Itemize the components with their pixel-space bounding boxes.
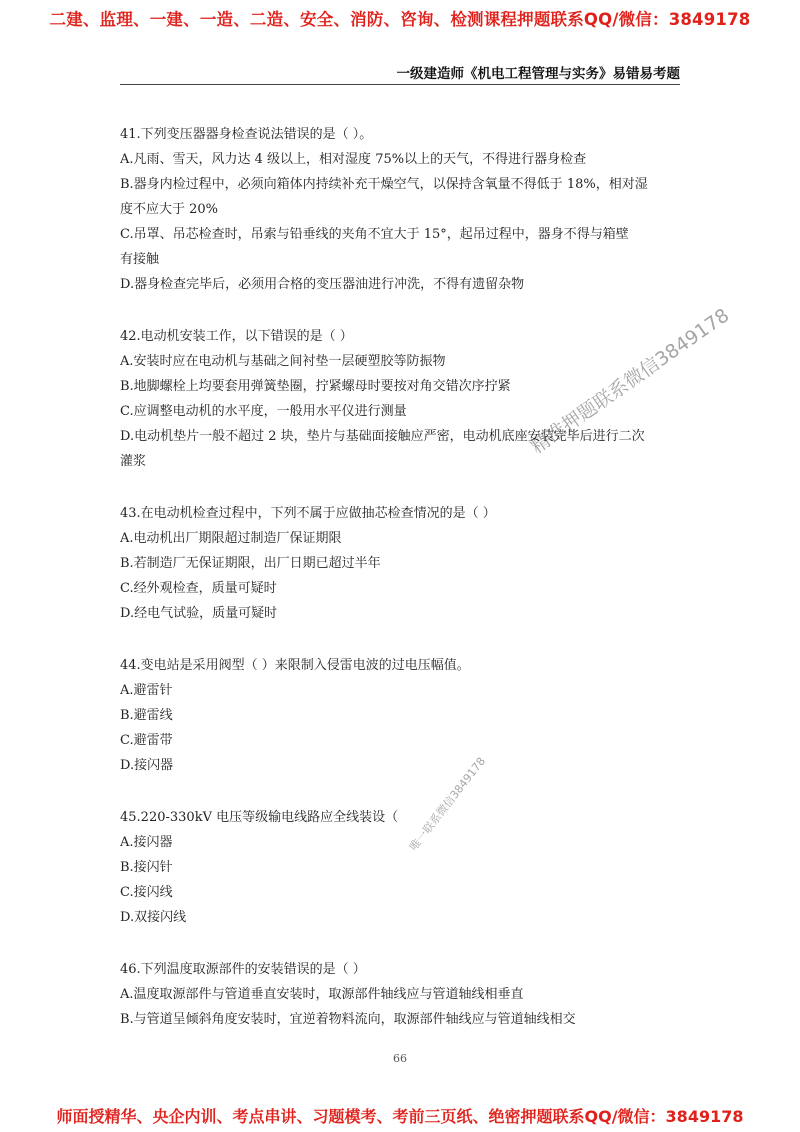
question-46 <box>120 957 680 1032</box>
option-c: C.吊罩、吊芯检查时，吊索与铅垂线的夹角不宜大于 15°，起吊过程中，器身不得与箱壁 <box>120 227 629 242</box>
option-d-continued: 灌浆 <box>120 454 147 469</box>
document-header-title: 一级建造师《机电工程管理与实务》易错易考题 <box>396 66 680 82</box>
question-stem: 45.220-330kV 电压等级输电线路应全线装设（ <box>120 810 399 825</box>
option-b: B.与管道呈倾斜角度安装时，宜逆着物料流向，取源部件轴线应与管道轴线相交 <box>120 1012 576 1027</box>
option-c: C.经外观检查，质量可疑时 <box>120 581 277 596</box>
question-stem: 46.下列温度取源部件的安装错误的是（ ） <box>120 962 366 977</box>
option-a: A.安装时应在电动机与基础之间衬垫一层硬塑胶等防振物 <box>120 354 446 369</box>
option-a: A.温度取源部件与管道垂直安装时，取源部件轴线应与管道轴线相垂直 <box>120 987 524 1002</box>
option-a: A.接闪器 <box>120 835 173 850</box>
question-list <box>120 122 680 1059</box>
option-c: C.避雷带 <box>120 733 173 748</box>
option-d: D.电动机垫片一般不超过 2 块，垫片与基础面接触应严密，电动机底座安装完毕后进行二次 <box>120 429 645 444</box>
option-d: D.器身检查完毕后，必须用合格的变压器油进行冲洗，不得有遗留杂物 <box>120 277 525 292</box>
watermark-large: 精准押题联系微信3849178 <box>526 304 734 459</box>
option-a: A.电动机出厂期限超过制造厂保证期限 <box>120 531 342 546</box>
option-c: C.接闪线 <box>120 885 173 900</box>
option-b: B.若制造厂无保证期限，出厂日期已超过半年 <box>120 556 381 571</box>
bottom-promo-banner: 师面授精华、央企内训、考点串讲、习题模考、考前三页纸、绝密押题联系QQ/微信：3849178 <box>56 1107 744 1126</box>
question-43 <box>120 501 680 626</box>
option-b-continued: 度不应大于 20% <box>120 202 219 217</box>
option-b: B.避雷线 <box>120 708 173 723</box>
question-44 <box>120 653 680 778</box>
option-b: B.接闪针 <box>120 860 173 875</box>
option-d: D.双接闪线 <box>120 910 187 925</box>
option-b: B.地脚螺栓上均要套用弹簧垫圈，拧紧螺母时要按对角交错次序拧紧 <box>120 379 511 394</box>
page-number: 66 <box>393 1052 407 1065</box>
option-a: A.避雷针 <box>120 683 173 698</box>
option-a: A.凡雨、雪天，风力达 4 级以上，相对湿度 75%以上的天气，不得进行器身检查 <box>120 152 587 167</box>
question-45 <box>120 805 680 930</box>
question-stem: 44.变电站是采用阀型（ ）来限制入侵雷电波的过电压幅值。 <box>120 658 470 673</box>
question-stem: 43.在电动机检查过程中，下列不属于应做抽芯检查情况的是（ ） <box>120 506 496 521</box>
question-41 <box>120 122 680 297</box>
option-c: C.应调整电动机的水平度，一般用水平仪进行测量 <box>120 404 407 419</box>
top-promo-banner: 二建、监理、一建、一造、二造、安全、消防、咨询、检测课程押题联系QQ/微信：3849178 <box>49 10 751 29</box>
option-b: B.器身内检过程中，必须向箱体内持续补充干燥空气，以保持含氧量不得低于 18%，相对湿 <box>120 177 648 192</box>
watermark-small: 唯一联系微信3849178 <box>406 754 489 854</box>
header-divider <box>120 84 680 85</box>
question-stem: 41.下列变压器器身检查说法错误的是（ ）。 <box>120 127 373 142</box>
option-d: D.接闪器 <box>120 758 174 773</box>
question-stem: 42.电动机安装工作，以下错误的是（ ） <box>120 329 353 344</box>
option-d: D.经电气试验，质量可疑时 <box>120 606 278 621</box>
option-c-continued: 有接触 <box>120 252 160 267</box>
